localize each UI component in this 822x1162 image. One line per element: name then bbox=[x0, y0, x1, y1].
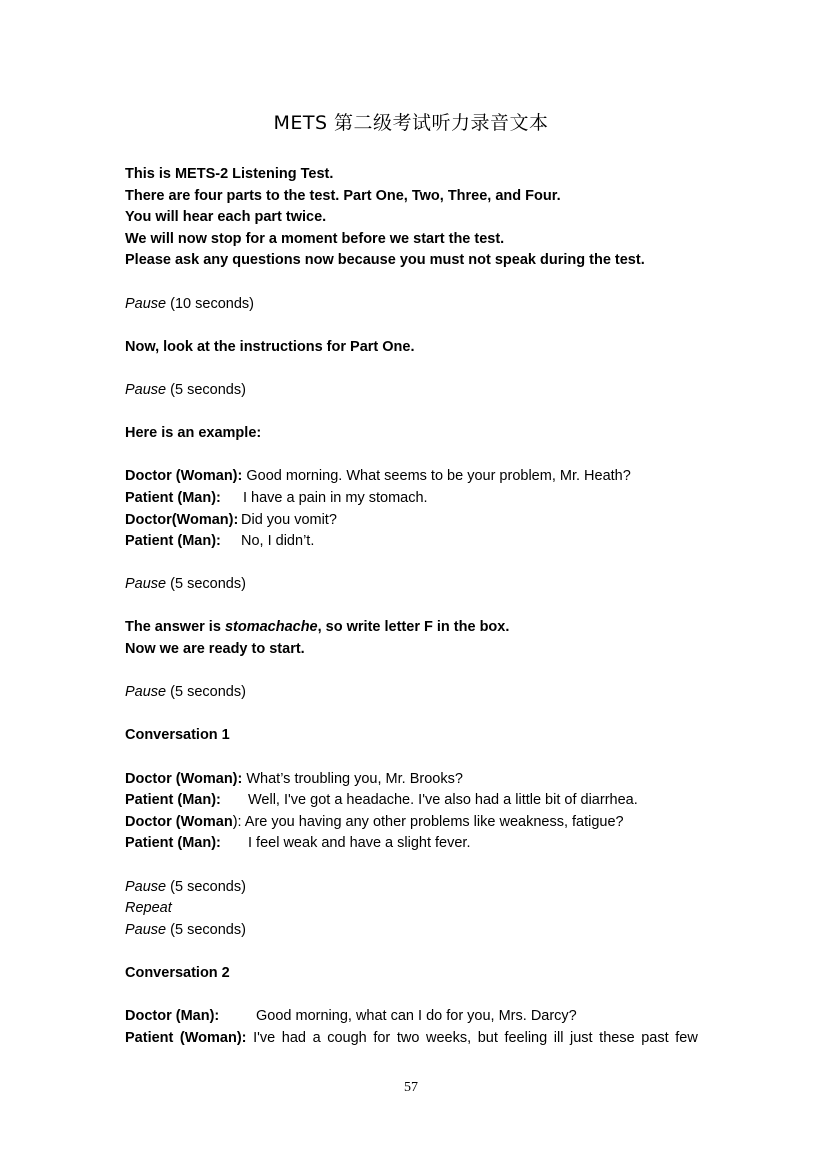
repeat-instruction: Repeat bbox=[125, 900, 172, 917]
pause-5-seconds bbox=[125, 920, 705, 942]
intro-line-5: Please ask any questions now because you must not speak during the test. bbox=[125, 252, 645, 269]
dialogue-word: I've bbox=[253, 1029, 276, 1046]
pause-5-seconds bbox=[125, 877, 705, 899]
dialogue-word: feeling bbox=[504, 1029, 548, 1046]
pause-word: Pause bbox=[125, 295, 167, 312]
pause-duration: (5 seconds) bbox=[166, 684, 246, 701]
dialogue-line bbox=[125, 488, 705, 510]
spacer bbox=[125, 704, 705, 726]
spacer bbox=[125, 358, 705, 380]
speaker-label-tail: ): bbox=[232, 813, 242, 830]
page-number: 57 bbox=[404, 1080, 418, 1095]
dialogue-text: What’s troubling you, Mr. Brooks? bbox=[242, 770, 463, 787]
dialogue-text: Good morning, what can I do for you, Mrs. Darcy? bbox=[256, 1008, 577, 1025]
spacer bbox=[125, 941, 705, 963]
dialogue-text: Are you having any other problems like weakness, fatigue? bbox=[241, 813, 624, 830]
speaker-label: Doctor (Woman): bbox=[125, 468, 243, 485]
dialogue-word: a bbox=[312, 1029, 321, 1046]
pause-duration: (5 seconds) bbox=[166, 921, 246, 938]
pause-duration: (5 seconds) bbox=[166, 878, 246, 895]
intro-line-3: You will hear each part twice. bbox=[125, 209, 327, 226]
dialogue-word: these bbox=[599, 1029, 635, 1046]
dialogue-word: cough bbox=[327, 1029, 367, 1046]
ready-to-start: Now we are ready to start. bbox=[125, 641, 305, 658]
spacer bbox=[125, 402, 705, 424]
spacer bbox=[125, 985, 705, 1007]
pause-word: Pause bbox=[125, 878, 167, 895]
dialogue-word: for bbox=[373, 1029, 391, 1046]
dialogue-word: weeks, bbox=[425, 1029, 472, 1046]
dialogue-text: Well, I've got a headache. I've also had a little bit of diarrhea. bbox=[248, 792, 638, 809]
spacer bbox=[125, 315, 705, 337]
dialogue-word: had bbox=[281, 1029, 306, 1046]
answer-prefix: The answer is bbox=[125, 619, 225, 636]
speaker-label: Doctor (Woman): bbox=[125, 770, 243, 787]
speaker-label: Doctor (Man): bbox=[125, 1008, 220, 1025]
speaker-label: Patient (Man): bbox=[125, 489, 221, 506]
spacer bbox=[125, 553, 705, 575]
pause-duration: (5 seconds) bbox=[166, 576, 246, 593]
speaker-label: Doctor (Woman bbox=[125, 813, 233, 830]
spacer bbox=[125, 661, 705, 683]
dialogue-line bbox=[125, 531, 705, 553]
spacer bbox=[125, 445, 705, 467]
pause-5-seconds bbox=[125, 380, 705, 402]
dialogue-word: few bbox=[675, 1029, 698, 1046]
dialogue-line bbox=[125, 1006, 705, 1028]
conversation-2-heading: Conversation 2 bbox=[125, 964, 230, 981]
dialogue-line bbox=[125, 790, 705, 812]
pause-10-seconds bbox=[125, 294, 705, 316]
intro-line-1: This is METS-2 Listening Test. bbox=[125, 166, 334, 182]
dialogue-word: ill bbox=[553, 1029, 564, 1046]
spacer bbox=[125, 747, 705, 769]
dialogue-word: past bbox=[641, 1029, 669, 1046]
spacer bbox=[125, 272, 705, 294]
document-title: METS 第二级考试听力录音文本 bbox=[273, 112, 549, 134]
speaker-label-part: Patient bbox=[125, 1029, 174, 1046]
example-answer bbox=[125, 617, 705, 639]
speaker-label: Patient (Man): bbox=[125, 792, 221, 809]
pause-word: Pause bbox=[125, 381, 167, 398]
pause-5-seconds bbox=[125, 574, 705, 596]
transcript-body bbox=[125, 164, 705, 1049]
pause-duration: (10 seconds) bbox=[166, 295, 254, 312]
dialogue-word: just bbox=[570, 1029, 593, 1046]
dialogue-line bbox=[125, 769, 705, 791]
speaker-label: Patient (Man): bbox=[125, 533, 221, 550]
spacer bbox=[125, 855, 705, 877]
speaker-label: Doctor(Woman): bbox=[125, 511, 239, 528]
dialogue-line-justified bbox=[125, 1028, 698, 1050]
instructions-part-one: Now, look at the instructions for Part One. bbox=[125, 338, 415, 355]
answer-suffix: , so write letter F in the box. bbox=[317, 619, 510, 636]
intro-line-4: We will now stop for a moment before we start the test. bbox=[125, 230, 505, 247]
dialogue-text: Good morning. What seems to be your problem, Mr. Heath? bbox=[242, 468, 631, 485]
dialogue-line bbox=[125, 812, 705, 834]
conversation-1-heading: Conversation 1 bbox=[125, 727, 230, 744]
intro-line-2: There are four parts to the test. Part One, Two, Three, and Four. bbox=[125, 187, 561, 204]
pause-word: Pause bbox=[125, 684, 167, 701]
pause-word: Pause bbox=[125, 921, 167, 938]
dialogue-line bbox=[125, 833, 705, 855]
dialogue-text: I have a pain in my stomach. bbox=[243, 489, 428, 506]
dialogue-text: Did you vomit? bbox=[241, 511, 337, 528]
spacer bbox=[125, 596, 705, 618]
dialogue-text: I feel weak and have a slight fever. bbox=[248, 835, 471, 852]
dialogue-word: but bbox=[477, 1029, 498, 1046]
pause-word: Pause bbox=[125, 576, 167, 593]
example-heading: Here is an example: bbox=[125, 425, 262, 442]
dialogue-line bbox=[125, 466, 705, 488]
dialogue-text: No, I didn’t. bbox=[241, 533, 315, 550]
dialogue-line bbox=[125, 510, 705, 532]
dialogue-word: two bbox=[396, 1029, 420, 1046]
speaker-label-part: (Woman): bbox=[179, 1029, 247, 1046]
pause-duration: (5 seconds) bbox=[166, 381, 246, 398]
pause-5-seconds bbox=[125, 682, 705, 704]
speaker-label: Patient (Man): bbox=[125, 835, 221, 852]
answer-keyword: stomachache bbox=[224, 619, 318, 636]
